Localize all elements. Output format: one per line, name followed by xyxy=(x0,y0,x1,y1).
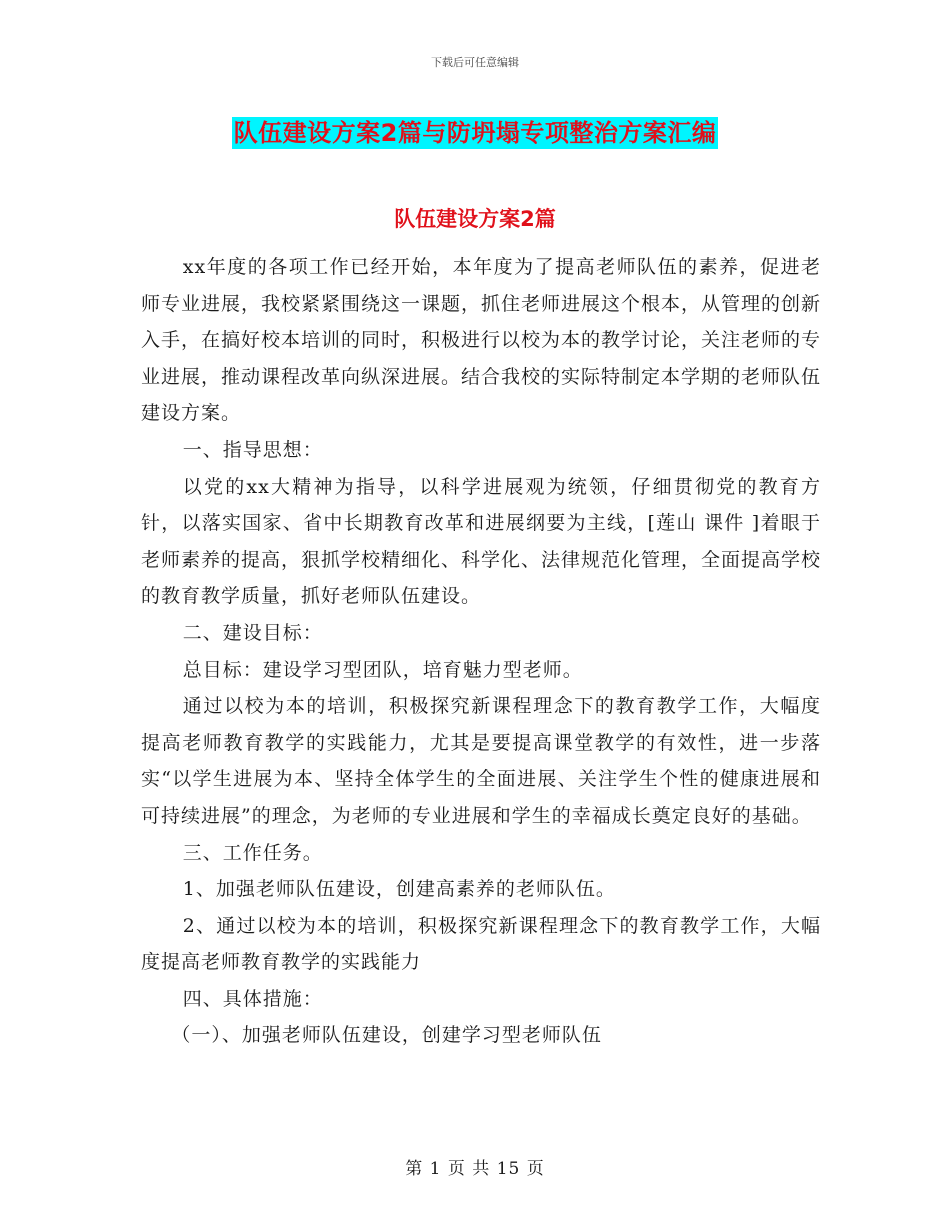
heading-specific-measures: 四、具体措施： xyxy=(182,987,323,1010)
paragraph-overall-goal: 总目标：建设学习型团队，培育魅力型老师。 xyxy=(182,658,583,681)
document-title-text: 队伍建设方案2篇与防坍塌专项整治方案汇编 xyxy=(233,119,717,147)
paragraph-task-1: 1、加强老师队伍建设，创建高素养的老师队伍。 xyxy=(182,878,616,901)
paragraph-measure-1: （一）、加强老师队伍建设，创建学习型老师队伍 xyxy=(171,1024,602,1047)
page-header-note: 下载后可任意编辑 xyxy=(431,56,519,69)
document-title xyxy=(0,113,950,148)
section-title: 队伍建设方案2篇 xyxy=(394,207,556,231)
document-body xyxy=(141,249,821,1054)
paragraph-task-2: 2、通过以校为本的培训，积极探究新课程理念下的教育教学工作，大幅度提高老师教育教学的实践能力 xyxy=(141,914,821,974)
paragraph-guiding-ideology: 以党的xx大精神为指导，以科学进展观为统领，仔细贯彻党的教育方针，以落实国家、省中长期教育改革和进展纲要为主线，[莲山 课件 ]着眼于老师素养的提高，狠抓学校精细化、科学化、法律规范化管理，全面提高学校的教育教学质量，抓好老师队伍建设。 xyxy=(141,475,822,608)
heading-construction-goals: 二、建设目标： xyxy=(182,621,323,644)
heading-work-tasks: 三、工作任务。 xyxy=(182,841,323,864)
page-footer: 第 1 页 共 15 页 xyxy=(405,1159,545,1179)
heading-guiding-ideology: 一、指导思想： xyxy=(182,438,323,461)
paragraph-intro: xx年度的各项工作已经开始，本年度为了提高老师队伍的素养，促进老师专业进展，我校紧紧围绕这一课题，抓住老师进展这个根本，从管理的创新入手，在搞好校本培训的同时，积极进行以校为本的教学讨论，关注老师的专业进展，推动课程改革向纵深进展。结合我校的实际特制定本学期的老师队伍建设方案。 xyxy=(141,256,822,425)
paragraph-goal-detail: 通过以校为本的培训，积极探究新课程理念下的教育教学工作，大幅度提高老师教育教学的实践能力，尤其是要提高课堂教学的有效性，进一步落实“以学生进展为本、坚持全体学生的全面进展、关注学生个性的健康进展和可持续进展”的理念，为老师的专业进展和学生的幸福成长奠定良好的基础。 xyxy=(141,695,821,827)
